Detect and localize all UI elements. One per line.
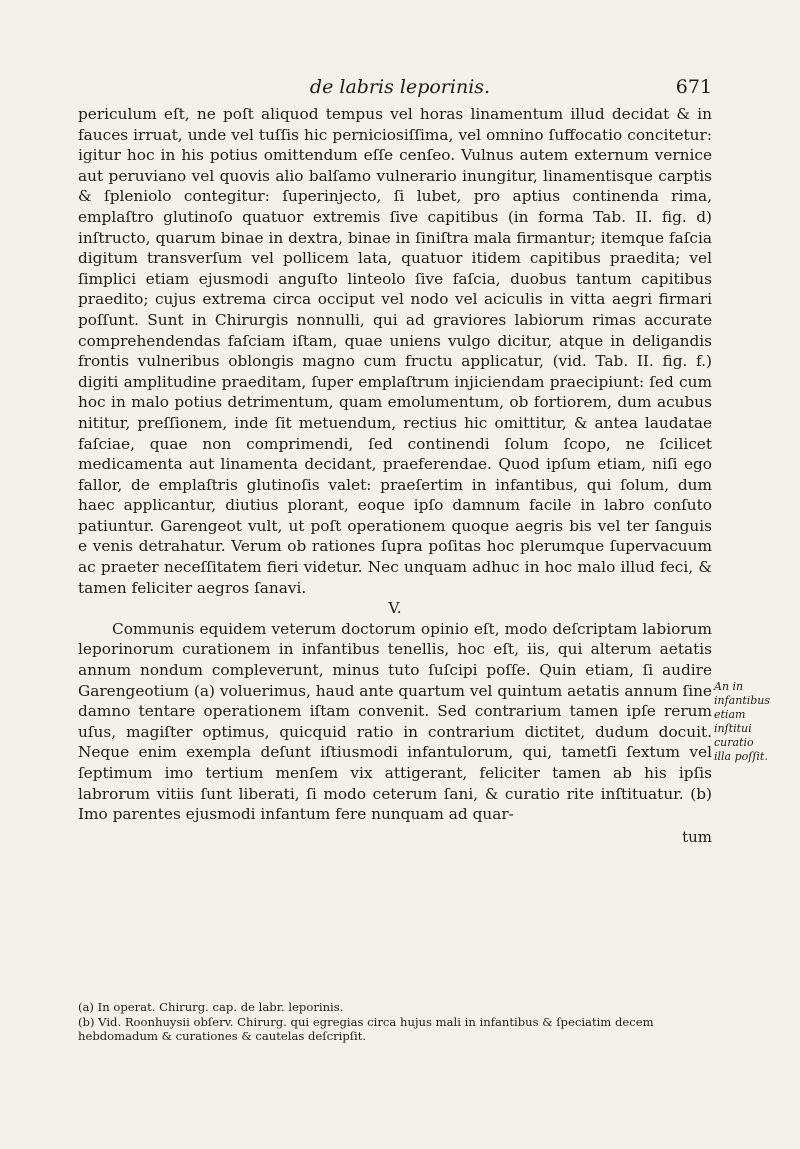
marginal-note: An in infantibus etiam inſtitui curatio illa poſſit. — [714, 680, 771, 763]
footnote-b: (b) Vid. Roonhuysii obſerv. Chirurg. qui egregias circa hujus mali in infantibus & ſpeciatim decem hebdomadum & curationes & cautelas deſcripſit. — [78, 1014, 654, 1043]
page-header — [0, 76, 800, 104]
page-number: 671 — [675, 76, 712, 98]
catchword: tum — [682, 827, 712, 846]
main-text — [78, 104, 712, 847]
section-numeral: V. — [388, 599, 402, 618]
footnote-a: (a) In operat. Chirurg. cap. de labr. leporinis. — [78, 1000, 344, 1014]
paragraph-2: Communis equidem veterum doctorum opinio eſt, modo deſcriptam labiorum leporinorum curationem in infantibus tenellis, hoc eſt, iis, qui alterum aetatis annum nondum compleverunt, minus tuto ſuſcipi poſſe. Quin etiam, ſi audire Garengeotium (a) voluerimus, haud ante quartum vel quintum aetatis annum ſine damno tentare operationem iſtam convenit. Sed contrarium tamen ipſe rerum uſus, magiſter optimus, quicquid ratio in contrarium dictitet, dudum docuit. Neque enim exempla deſunt iſtiusmodi infantulorum, qui, tametſi ſextum vel ſeptimum imo tertium menſem vix attigerant, feliciter tamen ab his ipſis labrorum vitiis ſunt liberati, ſi modo ceterum ſani, & curatio rite inſtituatur. (b) Imo parentes ejusmodi infantum fere nunquam ad quar- — [78, 619, 712, 824]
footnotes — [78, 1000, 712, 1044]
paragraph-1: periculum eſt, ne poſt aliquod tempus vel horas linamentum illud decidat & in fauces irruat, unde vel tuſſis hic perniciosiſſima, vel omnino ſuffocatio concitetur: igitur hoc in his potius omittendum eſſe cenſeo. Vulnus autem externum vernice aut peruviano vel quovis alio balſamo vulnerario inungitur, linamentisque carptis & ſpleniolo contegitur: ſuperinjecto, ſi lubet, pro aptius continenda rima, emplaſtro glutinoſo quatuor extremis ſive capitibus (in forma Tab. II. fig. d) inſtructo, quarum binae in dextra, binae in ſiniſtra mala firmantur; itemque faſcia digitum transverſum vel pollicem lata, quatuor itidem capitibus praedita; vel ſimplici etiam ejusmodi anguſto linteolo ſive faſcia, duobus tantum capitibus praedito; cujus extrema circa occiput vel nodo vel aciculis in vitta aegri firmari poſſunt. Sunt in Chirurgis nonnulli, qui ad graviores labiorum rimas accurate comprehendendas faſciam iſtam, quae uniens vulgo dicitur, atque in deligandis frontis vulneribus oblongis magno cum fructu applicatur, (vid. Tab. II. fig. f.) digiti amplitudine praeditam, ſuper emplaſtrum injiciendam praecipiunt: ſed cum hoc in malo potius detrimentum, quam emolumentum, ob fortiorem, dum acubus nititur, preſſionem, inde ſit metuendum, rectius hic omittitur, & antea laudatae faſciae, quae non comprimendi, ſed continendi ſolum ſcopo, ne ſcilicet medicamenta aut linamenta decidant, praeferendae. Quod ipſum etiam, niſi ego fallor, de emplaſtris glutinoſis valet: praeſertim in infantibus, qui ſolum, dum haec applicantur, diutius plorant, eoque ipſo damnum facile in labro conſuto patiuntur. Garengeot vult, ut poſt operationem quoque aegris bis vel ter ſanguis e venis detrahatur. Verum ob rationes ſupra poſitas hoc plerumque ſupervacuum ac praeter neceſſitatem fieri videtur. Nec unquam adhuc in hoc malo illud feci, & tamen feliciter aegros ſanavi. — [78, 105, 712, 597]
running-title: de labris leporinis. — [309, 76, 491, 98]
